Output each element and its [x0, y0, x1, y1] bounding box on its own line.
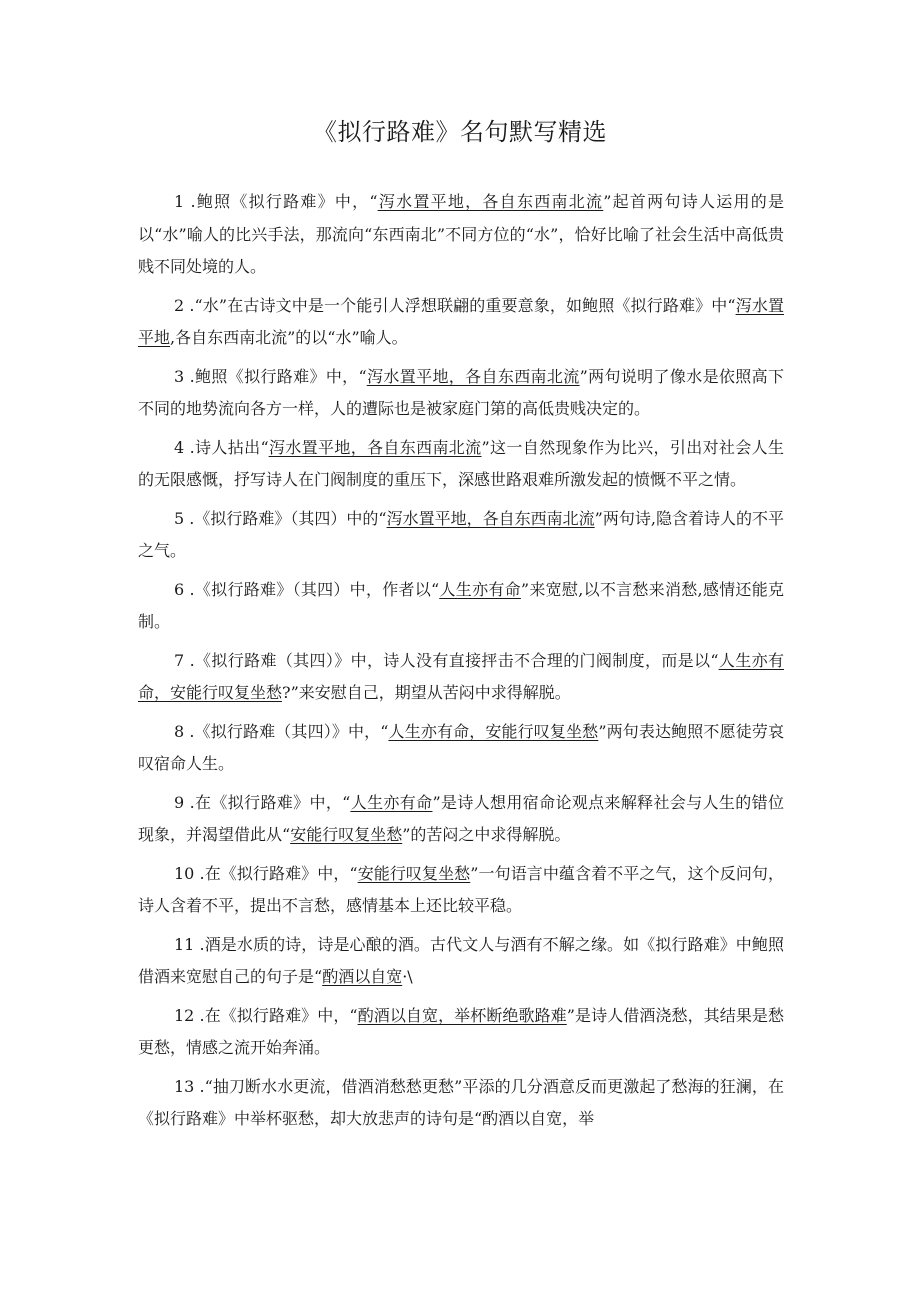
item-text: ,各自东西南北流”的以“水”喻人。 [170, 328, 408, 347]
answer-blank: 安能行叹复坐愁 [290, 825, 403, 844]
question-item [138, 787, 784, 852]
page-title: 《拟行路难》名句默写精选 [313, 118, 607, 146]
item-text: 13 .“抽刀断水水更流，借酒消愁愁更愁”平添的几分酒意反而更激起了愁海的狂澜，在《拟行路难》中举杯驱愁，却大放悲声的诗句是“酌酒以自宽，举 [138, 1076, 784, 1128]
question-item [138, 858, 784, 923]
question-list [138, 186, 784, 1142]
question-item [138, 290, 784, 355]
answer-blank: 人生亦有命 [350, 792, 433, 812]
question-item [138, 503, 784, 568]
item-text: 5 .《拟行路难》（其四）中的“ [174, 508, 387, 528]
item-text: ”是诗人借酒浇愁，其结果是愁更愁，情感之流开始奔涌。 [138, 1005, 784, 1057]
answer-blank: 酌酒以自宽 [322, 967, 403, 986]
answer-blank: 酌酒以自宽，举杯断绝歌路难 [357, 1005, 567, 1025]
question-item [138, 929, 784, 994]
item-text: 8 .《拟行路难（其四）》中，“ [174, 721, 389, 741]
item-text: 9 .在《拟行路难》中，“ [174, 792, 351, 812]
item-text: ”两句表达鲍照不愿徒劳哀叹宿命人生。 [138, 721, 784, 773]
item-text: ”起首两句诗人运用的是以“水”喻人的比兴手法，那流向“东西南北”不同方位的“水”，恰好比喻了社会生活中高低贵贱不同处境的人。 [138, 192, 784, 276]
answer-blank: 安能行叹复坐愁 [357, 863, 471, 883]
answer-blank: 泻水置平地，各自东西南北流 [268, 437, 482, 457]
item-text: 2 .“水”在古诗文中是一个能引人浮想联翩的重要意象，如鲍照《拟行路难》中“ [174, 295, 736, 315]
question-item [138, 645, 784, 710]
answer-blank: 泻水置平地 [138, 295, 784, 347]
item-text: 12 .在《拟行路难》中，“ [174, 1005, 358, 1025]
question-item [138, 361, 784, 426]
answer-blank: 人生亦有命，安能行叹复坐愁 [138, 650, 784, 702]
question-item [138, 1071, 784, 1136]
item-text: ”的苦闷之中求得解脱。 [402, 825, 571, 844]
item-text: ?”来安慰自己，期望从苦闷中求得解脱。 [282, 683, 571, 702]
answer-blank: 泻水置平地，各自东西南北流 [366, 366, 580, 386]
item-text: 6 .《拟行路难》（其四）中，作者以“ [174, 579, 440, 599]
item-text: 11 .酒是水质的诗，诗是心酿的酒。古代文人与酒有不解之缘。如《拟行路难》中鲍照借酒来宽慰自己的句子是“ [138, 934, 784, 986]
item-text: 7 .《拟行路难（其四）》中，诗人没有直接抨击不合理的门阀制度，而是以“ [174, 650, 719, 670]
item-text: 4 .诗人拈出“ [174, 437, 269, 457]
item-text: 10 .在《拟行路难》中，“ [174, 863, 358, 883]
answer-blank: 人生亦有命 [439, 579, 521, 599]
answer-blank: 人生亦有命，安能行叹复坐愁 [388, 721, 599, 741]
item-text: 3 .鲍照《拟行路难》中，“ [174, 366, 367, 386]
item-text: 1 .鲍照《拟行路难》中，“ [174, 192, 378, 211]
item-text: ·\ [402, 967, 413, 986]
item-text: ”两句诗,隐含着诗人的不平之气。 [138, 508, 784, 560]
answer-blank: 泻水置平地，各自东西南北流 [377, 192, 604, 211]
answer-blank: 泻水置平地，各自东西南北流 [386, 508, 595, 528]
question-item [138, 1000, 784, 1065]
item-text: ”这一自然现象作为比兴，引出对社会人生的无限感慨，抒写诗人在门阀制度的重压下，深感世路艰难所激发起的愤慨不平之情。 [138, 437, 784, 489]
item-text: ”是诗人想用宿命论观点来解释社会与人生的错位现象，并渴望借此从“ [138, 792, 784, 844]
item-text: ”一句语言中蕴含着不平之气，这个反问句，诗人含着不平，提出不言愁，感情基本上还比较平稳。 [138, 863, 784, 915]
item-text: ”来宽慰,以不言愁来消愁,感情还能克制。 [138, 579, 784, 631]
question-item [138, 716, 784, 781]
question-item [138, 186, 784, 284]
question-item [138, 432, 784, 497]
item-text: ”两句说明了像水是依照高下不同的地势流向各方一样，人的遭际也是被家庭门第的高低贵贱决定的。 [138, 366, 784, 418]
question-item [138, 574, 784, 639]
